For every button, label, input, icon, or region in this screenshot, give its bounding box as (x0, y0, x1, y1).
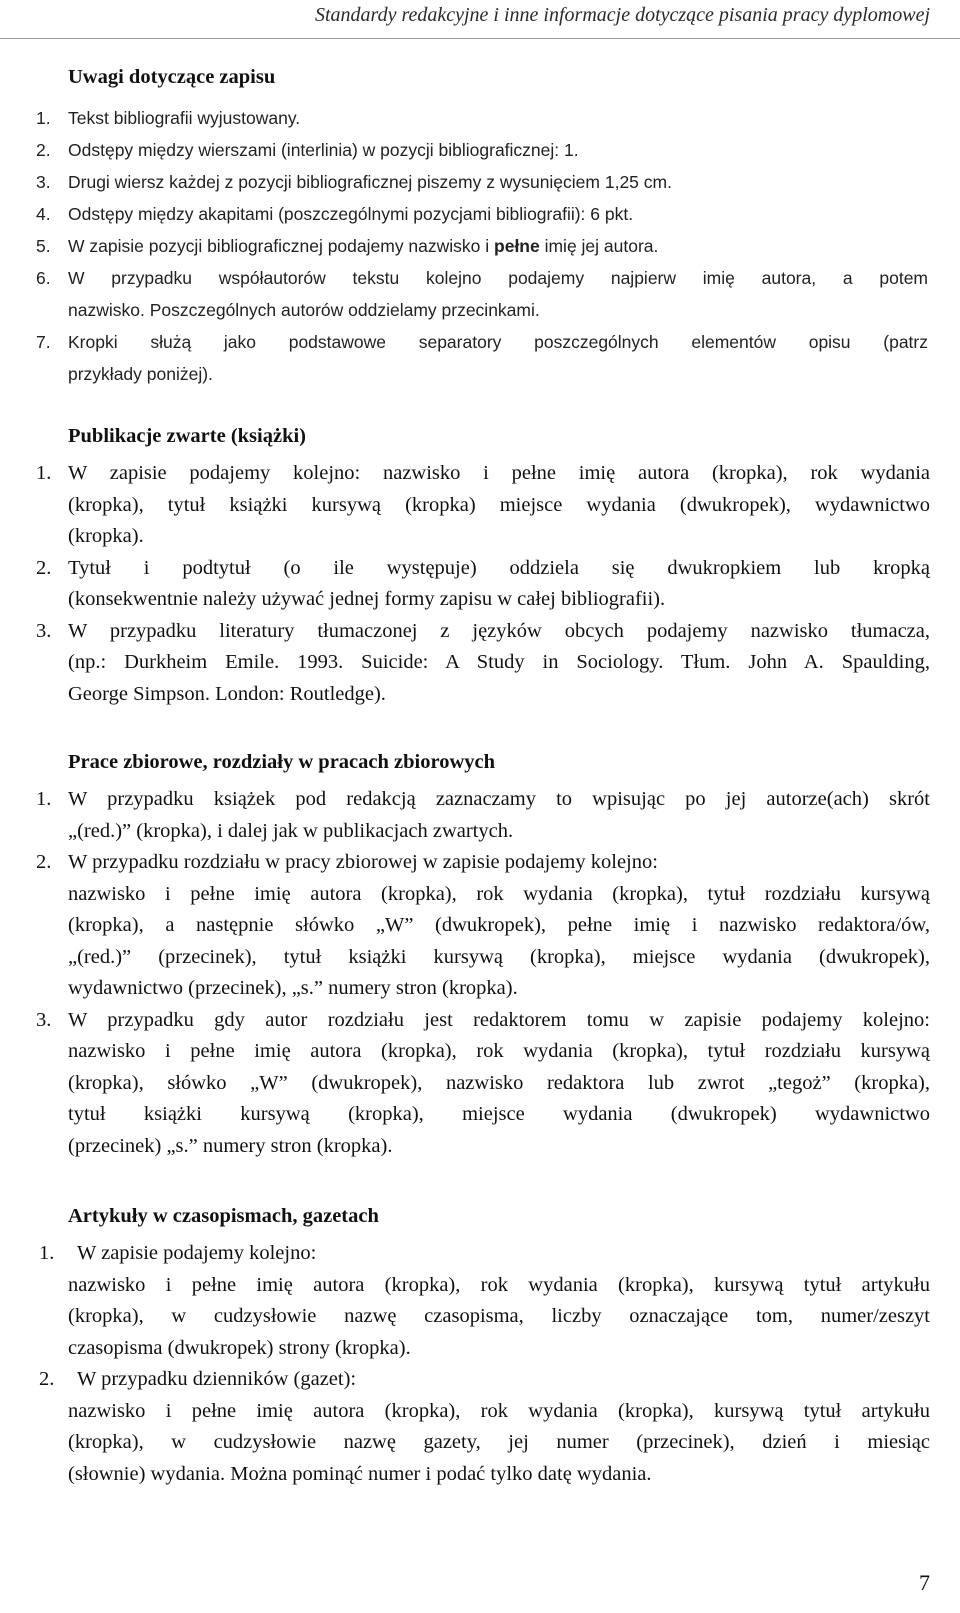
item-number: 4. (36, 204, 51, 224)
list-item (36, 198, 928, 230)
item-text-line: (kropka), słówko „W” (dwukropek), nazwisko redaktora lub zwrot „tegoż” (kropka), (68, 1071, 930, 1094)
item-text-line: (kropka), a następnie słówko „W” (dwukropek), pełne imię i nazwisko redaktora/ów, (68, 914, 930, 936)
item-text-line: W przypadku literatury tłumaczonej z języków obcych podajemy nazwisko tłumacza, (68, 619, 930, 642)
section-title-prace: Prace zbiorowe, rozdziały w pracach zbiorowych (68, 751, 495, 773)
item-text-line: (przecinek) „s.” numery stron (kropka). (68, 1134, 393, 1157)
item-text-line: nazwisko. Poszczególnych autorów oddzielamy przecinkami. (68, 300, 540, 320)
list-item (36, 102, 928, 134)
list-item (39, 1238, 930, 1364)
item-text-line: (np.: Durkheim Emile. 1993. Suicide: A Study in Sociology. Tłum. John A. Spaulding, (68, 651, 930, 673)
header-divider (0, 38, 960, 39)
uwagi-list (36, 102, 928, 390)
item-number: 3. (36, 1008, 52, 1031)
list-item (39, 1364, 930, 1490)
list-item (36, 458, 930, 553)
item-text: Tekst bibliografii wyjustowany. (68, 108, 301, 128)
item-number: 1. (36, 108, 51, 128)
item-text-line: (kropka), tytuł książki kursywą (kropka) miejsce wydania (dwukropek), wydawnictwo (68, 493, 930, 516)
list-item (36, 1005, 930, 1163)
list-item (36, 847, 930, 1005)
item-text-line: „(red.)” (przecinek), tytuł książki kursywą (kropka), miejsce wydania (dwukropek), (68, 945, 930, 968)
item-number: 7. (36, 332, 51, 352)
item-text-line: W przypadku książek pod redakcją zaznaczamy to wpisując po jej autorze(ach) skrót (68, 788, 930, 810)
item-text-line: W zapisie podajemy kolejno: nazwisko i pełne imię autora (kropka), rok wydania (68, 462, 930, 484)
item-text: imię jej autora. (539, 236, 659, 256)
item-number: 2. (36, 851, 52, 873)
emphasis-text: pełne (494, 236, 540, 256)
item-text: Drugi wiersz każdej z pozycji bibliograficznej piszemy z wysunięciem 1,25 cm. (68, 172, 672, 192)
item-text-line: nazwisko i pełne imię autora (kropka), rok wydania (kropka), kursywą tytuł artykułu (68, 1399, 930, 1422)
item-text-line: „(red.)” (kropka), i dalej jak w publikacjach zwartych. (68, 819, 514, 842)
item-number: 3. (36, 619, 52, 642)
list-item (36, 134, 928, 166)
artykuly-list (39, 1238, 930, 1490)
item-text-line: (słownie) wydania. Można pominąć numer i podać tylko datę wydania. (68, 1462, 652, 1485)
item-number: 6. (36, 268, 51, 288)
list-item (36, 230, 928, 262)
item-number: 1. (36, 462, 52, 484)
item-text-line: W przypadku współautorów tekstu kolejno podajemy najpierw imię autora, a potem (68, 268, 928, 288)
section-title-uwagi: Uwagi dotyczące zapisu (68, 66, 276, 88)
list-item (36, 784, 930, 847)
list-item (36, 553, 930, 616)
item-text-line: W przypadku dzienników (gazet): (77, 1368, 357, 1390)
item-text-line: wydawnictwo (przecinek), „s.” numery stron (kropka). (68, 977, 518, 999)
item-text-line: Tytuł i podtytuł (o ile występuje) oddziela się dwukropkiem lub kropką (68, 556, 930, 579)
item-text-line: (konsekwentnie należy używać jednej formy zapisu w całej bibliografii). (68, 588, 666, 610)
item-text-line: czasopisma (dwukropek) strony (kropka). (68, 1336, 411, 1359)
item-number: 5. (36, 236, 51, 256)
item-text-line: Kropki służą jako podstawowe separatory poszczególnych elementów opisu (patrz (68, 332, 928, 352)
item-text-line: nazwisko i pełne imię autora (kropka), rok wydania (kropka), tytuł rozdziału kursywą (68, 1040, 930, 1062)
list-item (36, 262, 928, 326)
item-number: 2. (36, 556, 52, 579)
item-number: 1. (39, 1242, 55, 1264)
item-number: 1. (36, 788, 52, 810)
list-item (36, 326, 928, 390)
item-number: 3. (36, 172, 51, 192)
item-number: 2. (36, 140, 51, 160)
item-text-line: W przypadku rozdziału w pracy zbiorowej w zapisie podajemy kolejno: (68, 851, 658, 873)
item-text-line: W przypadku gdy autor rozdziału jest redaktorem tomu w zapisie podajemy kolejno: (68, 1008, 930, 1031)
item-text: W zapisie pozycji bibliograficznej podajemy nazwisko i (68, 236, 495, 256)
item-text-line: (kropka), w cudzysłowie nazwę gazety, jej numer (przecinek), dzień i miesiąc (68, 1431, 930, 1453)
item-text-line: (kropka). (68, 525, 144, 547)
item-text-line: przykłady poniżej). (68, 364, 213, 384)
item-text: Odstępy między akapitami (poszczególnymi pozycjami bibliografii): 6 pkt. (68, 204, 634, 224)
item-text-line: tytuł książki kursywą (kropka), miejsce wydania (dwukropek) wydawnictwo (68, 1103, 930, 1125)
list-item (36, 616, 930, 711)
item-text-line: George Simpson. London: Routledge). (68, 682, 386, 705)
item-number: 2. (39, 1368, 55, 1390)
page-number: 7 (919, 1570, 930, 1595)
item-text: Odstępy między wierszami (interlinia) w pozycji bibliograficznej: 1. (68, 140, 579, 160)
list-item (36, 166, 928, 198)
publikacje-list (36, 458, 930, 710)
prace-list (36, 784, 930, 1162)
item-text-line: W zapisie podajemy kolejno: (77, 1242, 317, 1264)
page-header: Standardy redakcyjne i inne informacje dotyczące pisania pracy dyplomowej (314, 4, 930, 26)
item-text-line: nazwisko i pełne imię autora (kropka), rok wydania (kropka), tytuł rozdziału kursywą (68, 882, 930, 905)
item-text-line: nazwisko i pełne imię autora (kropka), rok wydania (kropka), kursywą tytuł artykułu (68, 1273, 930, 1296)
item-text-line: (kropka), w cudzysłowie nazwę czasopisma, liczby oznaczające tom, numer/zeszyt (68, 1305, 930, 1327)
section-title-artykuly: Artykuły w czasopismach, gazetach (68, 1205, 379, 1227)
section-title-publikacje: Publikacje zwarte (książki) (68, 425, 306, 447)
